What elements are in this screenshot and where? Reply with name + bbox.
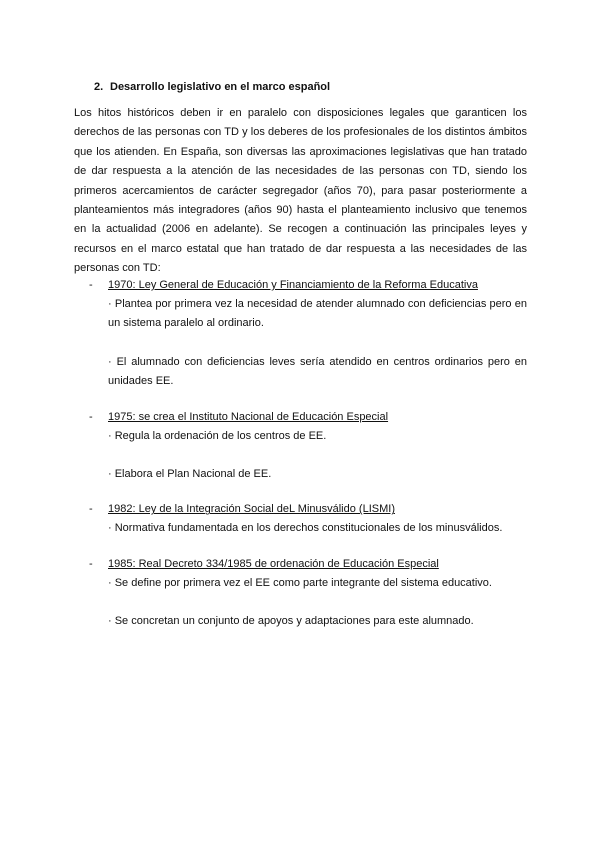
list-bullet: -	[89, 279, 93, 291]
list-bullet: -	[89, 503, 93, 516]
legislation-entry-1970	[74, 276, 527, 392]
entry-title: 1975: se crea el Instituto Nacional de Educación Especial	[108, 410, 389, 423]
section-heading	[94, 78, 330, 97]
entry-point: · Se define por primera vez el EE como parte integrante del sistema educativo.	[108, 576, 492, 589]
legislation-entry-1975	[74, 408, 527, 485]
entry-point: · Regula la ordenación de los centros de EE.	[108, 429, 327, 442]
entry-point: · Se concretan un conjunto de apoyos y adaptaciones para este alumnado.	[108, 615, 474, 628]
entry-point: · Plantea por primera vez la necesidad de atender alumnado con deficiencias pero en un sistema paralelo al ordinario.	[108, 298, 527, 330]
entry-point: · Normativa fundamentada en los derechos constitucionales de los minusválidos.	[108, 522, 503, 535]
entry-heading	[74, 500, 527, 519]
entry-heading	[74, 555, 527, 574]
section-title: Desarrollo legislativo en el marco español	[110, 81, 331, 93]
legislation-list	[74, 276, 527, 648]
list-bullet: -	[89, 410, 93, 423]
entry-title: 1970: Ley General de Educación y Financiamiento de la Reforma Educativa	[108, 279, 478, 291]
intro-paragraph: Los hitos históricos deben ir en paralelo con disposiciones legales que garanticen los derechos de las personas con TD y los deberes de los profesionales de los distintos ámbitos que los atienden. En España, son diversas las aproximaciones legislativas que han tratado de dar respuesta a la atención de las necesidades de las personas con TD, siendo los primeros acercamientos de carácter segregador (años 70), para pasar posteriormente a planteamientos más integradores (años 90) hasta el planteamiento inclusivo que tenemos en la actualidad (2006 en adelante). Se recogen a continuación las principales leyes y recursos en el marco estatal que han tratado de dar respuesta a las necesidades de las personas con TD:	[74, 107, 527, 275]
list-bullet: -	[89, 557, 93, 570]
entry-heading	[74, 408, 527, 427]
entry-point: · El alumnado con deficiencias leves sería atendido en centros ordinarios pero en unidades EE.	[108, 355, 527, 388]
section-number: 2.	[94, 81, 104, 93]
entry-point: · Elabora el Plan Nacional de EE.	[108, 468, 272, 481]
legislation-entry-1982	[74, 500, 527, 538]
legislation-entry-1985	[74, 555, 527, 632]
entry-title: 1982: Ley de la Integración Social deL Minusválido (LISMI)	[108, 503, 395, 516]
entry-title: 1985: Real Decreto 334/1985 de ordenación de Educación Especial	[108, 557, 439, 570]
entry-heading	[74, 276, 527, 295]
